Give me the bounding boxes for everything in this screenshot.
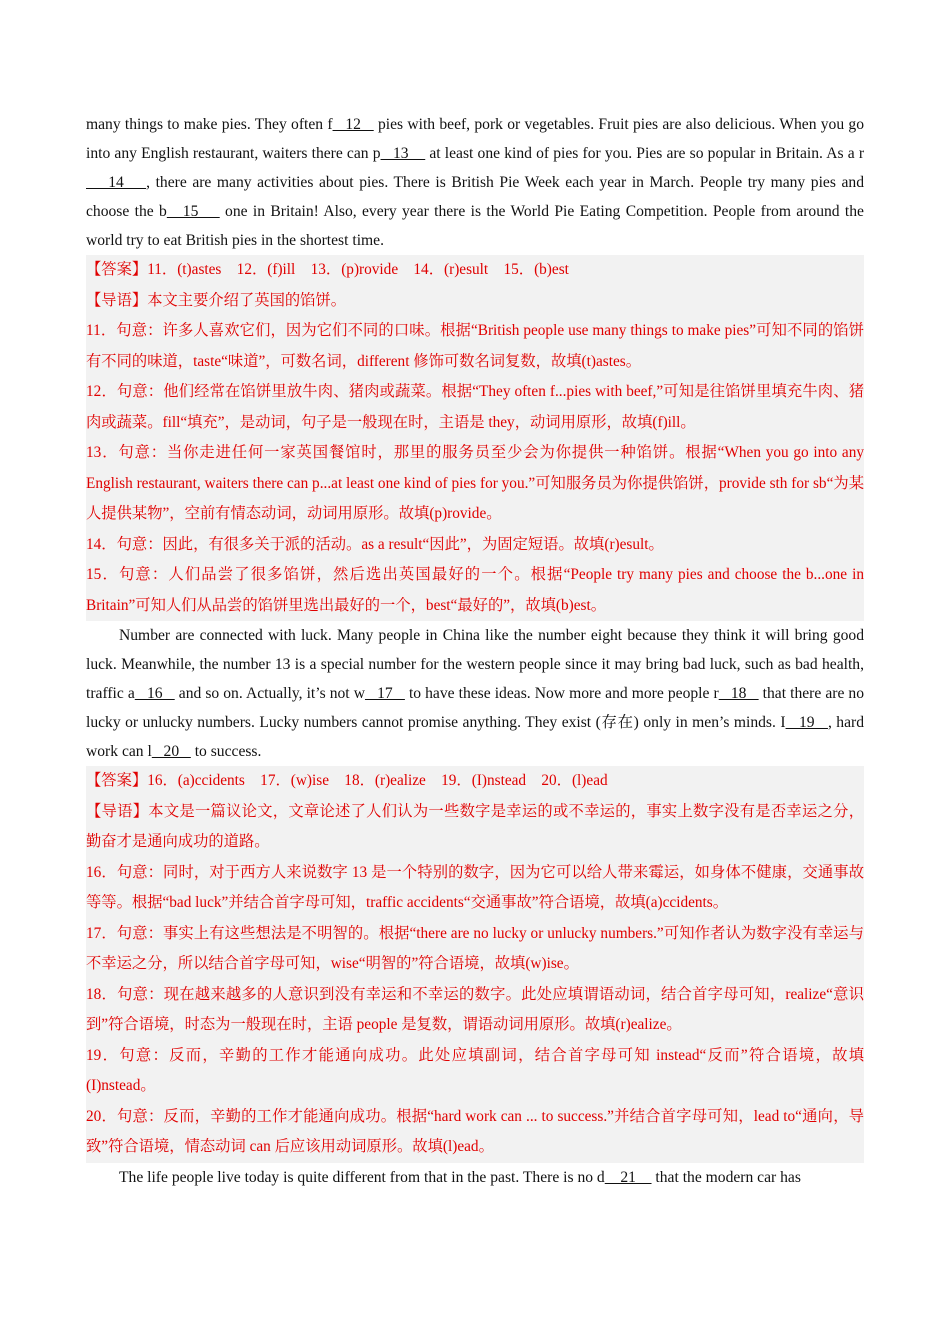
passage-3 xyxy=(86,1163,864,1192)
blank-13: 13 xyxy=(380,145,426,162)
passage-text: that there are no lucky or unlucky numbers. Lucky numbers cannot promise anything. They exist (存在) xyxy=(86,685,865,731)
blank-18: 18 xyxy=(718,685,759,702)
guide-line: 【导语】本文是一篇议论文，文章论述了人们认为一些数字是幸运的或不幸运的，事实上数字没有是否幸运之分，勤奋才是通向成功的道路。 xyxy=(86,802,864,850)
answer-line: 【答案】11．(t)astes 12．(f)ill 13．(p)rovide 14．(r)esult 15．(b)est xyxy=(86,261,569,278)
answer-line: 【答案】16．(a)ccidents 17．(w)ise 18．(r)ealize 19．(I)nstead 20．(l)ead xyxy=(86,772,608,789)
passage-1 xyxy=(86,110,864,255)
passage-text: The life people live today is quite different from that in the past. There is no d xyxy=(119,1168,605,1186)
passage-text: popular in Britain. As a r xyxy=(707,145,865,162)
blank-14: 14 xyxy=(86,174,147,191)
blank-20: 20 xyxy=(151,743,191,760)
passage-text: Competition. People from around the world try to eat British pies in the shortest time. xyxy=(86,203,864,249)
passage-text: When you go into any English restaurant, waiters there can p xyxy=(86,116,865,162)
blank-17: 17 xyxy=(364,685,405,702)
explanation-18: 18．句意：现在越来越多的人意识到没有幸运和不幸运的数字。此处应填谓语动词，结合首字母可知，realize“意识到”符合语境，时态为一般现在时，主语 people 是复数，谓语动词用原形。故填(r)ealize。 xyxy=(86,985,864,1033)
explanation-13: 13．句意：当你走进任何一家英国餐馆时，那里的服务员至少会为你提供一种馅饼。根据“When you go into any English restaurant, waiters there can p...at least one kind of pies for you.”可知服务员为你提供馅饼，provide sth for sb“为某人提供某物”，空前有情态动词，动词用原形。故填(p)rovide。 xyxy=(86,444,864,522)
passage-text: one in Britain! Also, every year there is the World Pie Eating xyxy=(219,203,621,220)
blank-19: 19 xyxy=(785,714,828,731)
explanation-16: 16．句意：同时，对于西方人来说数字 13 是一个特别的数字，因为它可以给人带来霉运，如身体不健康，交通事故等等。根据“bad luck”并结合首字母可知，traffic accidents“交通事故”符合语境，故填(a)ccidents。 xyxy=(86,863,864,911)
passage-text: as bad health, traffic a xyxy=(86,656,864,702)
explanation-11: 11．句意：许多人喜欢它们，因为它们不同的口味。根据“British people use many things to make pies”可知不同的馅饼有不同的味道，taste“味道”，可数名词，different 修饰可数名词复数，故填(t)astes。 xyxy=(86,322,864,370)
explanation-12: 12．句意：他们经常在馅饼里放牛肉、猪肉或蔬菜。根据“They often f...pies with beef,”可知是往馅饼里填充牛肉、猪肉或蔬菜。fill“填充”，是动词，句子是一般现在时，主语是 they，动词用原形，故填(f)ill。 xyxy=(86,383,864,431)
explanation-15: 15．句意：人们品尝了很多馅饼，然后选出英国最好的一个。根据“People try many pies and choose the b...one in Britain”可知人们从品尝的馅饼里选出最好的一个，best“最好的”，故填(b)est。 xyxy=(86,566,864,614)
passage-text: that the modern car has xyxy=(651,1168,801,1186)
passage-text: pies with beef, pork or vegetables. Fruit pies are also delicious. xyxy=(373,116,776,133)
explanation-14: 14．句意：因此，有很多关于派的活动。as a result“因此”，为固定短语。故填(r)esult。 xyxy=(86,535,664,553)
guide-line: 【导语】本文主要介绍了英国的馅饼。 xyxy=(86,291,347,309)
passage-text: at least one kind of pies for you. Pies are so xyxy=(425,145,704,162)
passage-text: to have these ideas. Now more and more people xyxy=(404,685,710,702)
passage-text: only in men’s minds. I xyxy=(643,714,786,731)
blank-16: 16 xyxy=(134,685,175,702)
explanation-19: 19．句意：反而，辛勤的工作才能通向成功。此处应填副词，结合首字母可知 instead“反而”符合语境，故填(I)nstead。 xyxy=(86,1046,864,1094)
blank-21: 21 xyxy=(604,1168,652,1186)
passage-2 xyxy=(86,621,864,766)
explanation-17: 17．句意：事实上有这些想法是不明智的。根据“there are no lucky or unlucky numbers.”可知作者认为数字没有幸运与不幸运之分，所以结合首字母可知，wise“明智的”符合语境，故填(w)ise。 xyxy=(86,924,864,972)
passage-text: , there are many activities about pies. There is British Pie Week each year in xyxy=(146,174,644,191)
passage-text: March. People try many pies and choose the b xyxy=(86,174,864,220)
passage-text: , hard work can l xyxy=(86,714,865,760)
passage-text: to success. xyxy=(190,743,262,760)
passage-text: good luck. Meanwhile, the number 13 is a special number for the western people since it may bring bad luck, such xyxy=(86,627,864,673)
passage-text: Number are connected with luck. Many people in China like the number eight because they think it will bring xyxy=(119,627,828,644)
answer-box-1 xyxy=(86,255,864,621)
passage-text: many things to make pies. They often f xyxy=(86,116,333,133)
passage-text: r xyxy=(713,685,719,702)
explanation-20: 20．句意：反而，辛勤的工作才能通向成功。根据“hard work can ... to success.”并结合首字母可知，lead to“通向，导致”符合语境，情态动词 can 后应该用动词原形。故填(l)ead。 xyxy=(86,1107,864,1155)
blank-15: 15 xyxy=(166,203,220,220)
blank-12: 12 xyxy=(332,116,374,133)
passage-text: and so on. Actually, it’s not w xyxy=(174,685,365,702)
document-page xyxy=(86,110,864,1192)
answer-box-2 xyxy=(86,766,864,1163)
